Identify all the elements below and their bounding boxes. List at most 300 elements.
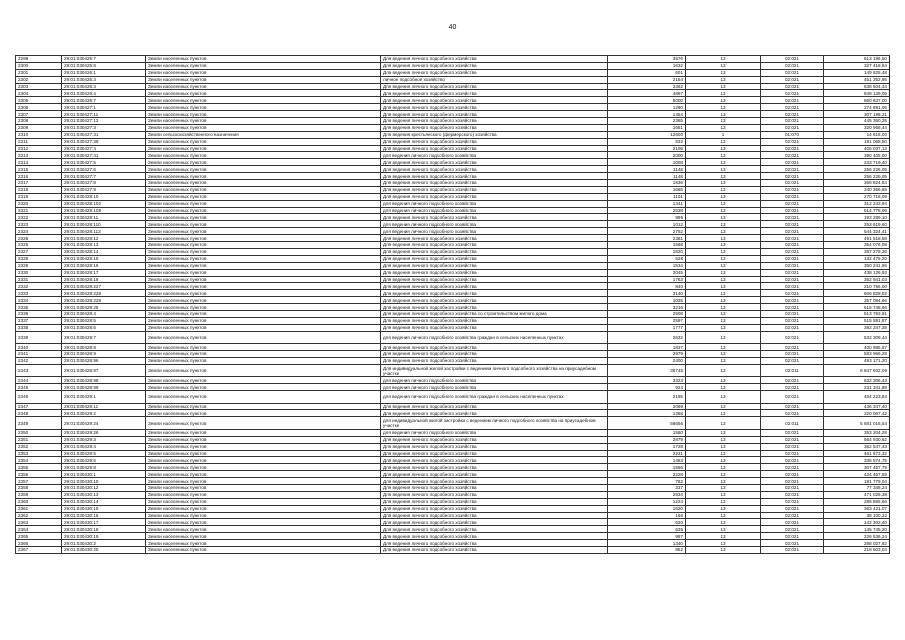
permitted-use-cell: для ведения личного подсобного хозяйства граждан в сельских населенных пунктах bbox=[381, 331, 608, 344]
land-category-cell: Земли населенных пунктов bbox=[146, 391, 381, 404]
permitted-use-cell: Для ведения личного подсобного хозяйства bbox=[381, 324, 608, 331]
row-number-cell: 2302 bbox=[16, 76, 62, 83]
permitted-use-cell: Для ведения личного подсобного хозяйства bbox=[381, 104, 608, 111]
use-code-cell: 02:021 bbox=[761, 443, 824, 450]
area-cell: 2508 bbox=[608, 310, 686, 317]
area-cell: 337 bbox=[608, 484, 686, 491]
table-row bbox=[16, 269, 890, 276]
use-code-cell: 02:021 bbox=[761, 186, 824, 193]
table-row bbox=[16, 200, 890, 207]
land-category-cell: Земли населенных пунктов bbox=[146, 357, 381, 364]
permitted-use-cell: Для ведения личного подсобного хозяйства bbox=[381, 457, 608, 464]
cadastral-number-cell: 29:01:030428:8 bbox=[62, 344, 146, 351]
row-number-cell: 2334 bbox=[16, 297, 62, 304]
use-code-cell: 02:021 bbox=[761, 62, 824, 69]
cadastral-value-cell: 191 068,50 bbox=[824, 138, 890, 145]
use-code-cell: 02:021 bbox=[761, 519, 824, 526]
permitted-use-cell: для ведения личного подсобного хозяйства bbox=[381, 152, 608, 159]
cadastral-number-cell: 29:01:030430:14 bbox=[62, 498, 146, 505]
cadastral-number-cell: 29:01:030427:39 bbox=[62, 138, 146, 145]
cadastral-number-cell: 29:01:030430:2 bbox=[62, 540, 146, 547]
row-number-cell: 2362 bbox=[16, 512, 62, 519]
land-category-cell: Земли населенных пунктов bbox=[146, 457, 381, 464]
zone-group-cell: 13 bbox=[686, 519, 761, 526]
row-number-cell: 2360 bbox=[16, 498, 62, 505]
cadastral-number-cell: 29:01:030427:31 bbox=[62, 131, 146, 138]
use-code-cell: 02:021 bbox=[761, 90, 824, 97]
permitted-use-cell: Для ведения личного подсобного хозяйства bbox=[381, 283, 608, 290]
land-category-cell: Земли населенных пунктов bbox=[146, 111, 381, 118]
table-row bbox=[16, 159, 890, 166]
land-category-cell: Земли населенных пунктов bbox=[146, 200, 381, 207]
cadastral-number-cell: 29:01:030427:12 bbox=[62, 118, 146, 125]
row-number-cell: 2351 bbox=[16, 436, 62, 443]
use-code-cell: 02:021 bbox=[761, 255, 824, 262]
cadastral-number-cell: 29:01:030428:97 bbox=[62, 364, 146, 377]
permitted-use-cell: Для ведения личного подсобного хозяйства bbox=[381, 478, 608, 485]
zone-group-cell: 13 bbox=[686, 214, 761, 221]
area-cell: 1101 bbox=[608, 193, 686, 200]
cadastral-value-cell: 218 503,04 bbox=[824, 547, 890, 554]
use-code-cell: 02:021 bbox=[761, 111, 824, 118]
area-cell: 1763 bbox=[608, 276, 686, 283]
zone-group-cell: 13 bbox=[686, 269, 761, 276]
cadastral-number-cell: 29:01:030428:11 bbox=[62, 214, 146, 221]
use-code-cell: 02:021 bbox=[761, 166, 824, 173]
table-row bbox=[16, 464, 890, 471]
use-code-cell: 02:021 bbox=[761, 276, 824, 283]
area-cell: 2154 bbox=[608, 76, 686, 83]
area-cell: 2231 bbox=[608, 450, 686, 457]
row-number-cell: 2331 bbox=[16, 276, 62, 283]
zone-group-cell: 13 bbox=[686, 547, 761, 554]
area-cell: 1454 bbox=[608, 111, 686, 118]
row-number-cell: 2306 bbox=[16, 104, 62, 111]
land-category-cell: Земли населенных пунктов bbox=[146, 180, 381, 187]
zone-group-cell: 13 bbox=[686, 450, 761, 457]
use-code-cell: 02:021 bbox=[761, 450, 824, 457]
cadastral-value-cell: 38 100,32 bbox=[824, 512, 890, 519]
zone-group-cell: 13 bbox=[686, 351, 761, 358]
table-row bbox=[16, 90, 890, 97]
cadastral-value-cell: 362 547,43 bbox=[824, 443, 890, 450]
row-number-cell: 2347 bbox=[16, 403, 62, 410]
area-cell: 4897 bbox=[608, 90, 686, 97]
cadastral-number-cell: 29:01:030428:16 bbox=[62, 262, 146, 269]
area-cell: 1665 bbox=[608, 186, 686, 193]
cadastral-value-cell: 256 229,05 bbox=[824, 173, 890, 180]
row-number-cell: 2319 bbox=[16, 193, 62, 200]
zone-group-cell: 13 bbox=[686, 429, 761, 436]
table-row bbox=[16, 124, 890, 131]
land-category-cell: Земли населенных пунктов bbox=[146, 214, 381, 221]
land-category-cell: Земли населенных пунктов bbox=[146, 344, 381, 351]
area-cell: 1560 bbox=[608, 429, 686, 436]
land-category-cell: Земли населенных пунктов bbox=[146, 471, 381, 478]
table-row bbox=[16, 97, 890, 104]
area-cell: 3140 bbox=[608, 290, 686, 297]
zone-group-cell: 13 bbox=[686, 56, 761, 63]
zone-group-cell: 13 bbox=[686, 443, 761, 450]
use-code-cell: 02:021 bbox=[761, 173, 824, 180]
land-category-cell: Земли населенных пунктов bbox=[146, 429, 381, 436]
table-row bbox=[16, 450, 890, 457]
cadastral-value-cell: 257 084,66 bbox=[824, 297, 890, 304]
permitted-use-cell: Для ведения личного подсобного хозяйства bbox=[381, 159, 608, 166]
land-category-cell: Земли сельскохозяйственного назначения bbox=[146, 131, 381, 138]
use-code-cell: 02:021 bbox=[761, 228, 824, 235]
zone-group-cell: 13 bbox=[686, 471, 761, 478]
use-code-cell: 02:021 bbox=[761, 457, 824, 464]
cadastral-number-cell: 29:01:030429:4 bbox=[62, 443, 146, 450]
cadastral-value-cell: 613 196,50 bbox=[824, 56, 890, 63]
permitted-use-cell: для ведения личного подсобного хозяйства bbox=[381, 207, 608, 214]
table-row bbox=[16, 417, 890, 430]
cadastral-value-cell: 256 226,05 bbox=[824, 166, 890, 173]
row-number-cell: 2321 bbox=[16, 207, 62, 214]
zone-group-cell: 13 bbox=[686, 377, 761, 384]
use-code-cell: 02:021 bbox=[761, 344, 824, 351]
zone-group-cell: 13 bbox=[686, 297, 761, 304]
area-cell: 1836 bbox=[608, 180, 686, 187]
area-cell: 2105 bbox=[608, 145, 686, 152]
use-code-cell: 02:021 bbox=[761, 391, 824, 404]
permitted-use-cell: Для ведения личного подсобного хозяйства bbox=[381, 242, 608, 249]
land-category-cell: Земли населенных пунктов bbox=[146, 166, 381, 173]
use-code-cell: 02:021 bbox=[761, 533, 824, 540]
land-category-cell: Земли населенных пунктов bbox=[146, 76, 381, 83]
area-cell: 1777 bbox=[608, 324, 686, 331]
cadastral-number-cell: 29:01:030428:7 bbox=[62, 331, 146, 344]
land-category-cell: Земли населенных пунктов bbox=[146, 410, 381, 417]
cadastral-value-cell: 327 418,84 bbox=[824, 62, 890, 69]
cadastral-value-cell: 320 958,44 bbox=[824, 124, 890, 131]
cadastral-value-cell: 354 076,08 bbox=[824, 242, 890, 249]
zone-group-cell: 13 bbox=[686, 255, 761, 262]
table-row bbox=[16, 364, 890, 377]
table-row bbox=[16, 235, 890, 242]
area-cell: 1556 bbox=[608, 464, 686, 471]
area-cell: 620 bbox=[608, 519, 686, 526]
land-category-cell: Земли населенных пунктов bbox=[146, 540, 381, 547]
area-cell: 2597 bbox=[608, 317, 686, 324]
use-code-cell: 02:011 bbox=[761, 364, 824, 377]
zone-group-cell: 13 bbox=[686, 242, 761, 249]
area-cell: 3216 bbox=[608, 304, 686, 311]
cadastral-number-cell: 29:01:030428:6 bbox=[62, 324, 146, 331]
land-category-cell: Земли населенных пунктов bbox=[146, 228, 381, 235]
area-cell: 3576 bbox=[608, 56, 686, 63]
row-number-cell: 2317 bbox=[16, 180, 62, 187]
row-number-cell: 2320 bbox=[16, 200, 62, 207]
area-cell: 2879 bbox=[608, 436, 686, 443]
table-row bbox=[16, 519, 890, 526]
permitted-use-cell: Для ведения личного подсобного хозяйства bbox=[381, 491, 608, 498]
table-row bbox=[16, 228, 890, 235]
table-row bbox=[16, 118, 890, 125]
area-cell: 782 bbox=[608, 478, 686, 485]
zone-group-cell: 13 bbox=[686, 207, 761, 214]
permitted-use-cell: Для ведения крестьянского (фермерского) хозяйства bbox=[381, 131, 608, 138]
permitted-use-cell: Для ведения личного подсобного хозяйства bbox=[381, 304, 608, 311]
row-number-cell: 2336 bbox=[16, 310, 62, 317]
cadastral-value-cell: 515 591,87 bbox=[824, 317, 890, 324]
zone-group-cell: 13 bbox=[686, 228, 761, 235]
cadastral-number-cell: 29:01:030430:20 bbox=[62, 547, 146, 554]
cadastral-value-cell: 253 619,60 bbox=[824, 221, 890, 228]
land-category-cell: Земли населенных пунктов bbox=[146, 512, 381, 519]
cadastral-value-cell: 583 966,28 bbox=[824, 351, 890, 358]
zone-group-cell: 13 bbox=[686, 235, 761, 242]
table-row bbox=[16, 145, 890, 152]
cadastral-number-cell: 29:01:030428:5 bbox=[62, 317, 146, 324]
use-code-cell: 02:021 bbox=[761, 104, 824, 111]
table-row bbox=[16, 471, 890, 478]
cadastral-number-cell: 29:01:030427:4 bbox=[62, 145, 146, 152]
row-number-cell: 2352 bbox=[16, 443, 62, 450]
use-code-cell: 02:021 bbox=[761, 118, 824, 125]
land-category-cell: Земли населенных пунктов bbox=[146, 491, 381, 498]
use-code-cell: 02:021 bbox=[761, 83, 824, 90]
cadastral-value-cell: 514 778,06 bbox=[824, 207, 890, 214]
zone-group-cell: 13 bbox=[686, 97, 761, 104]
row-number-cell: 2361 bbox=[16, 505, 62, 512]
land-category-cell: Земли населенных пунктов bbox=[146, 526, 381, 533]
zone-group-cell: 13 bbox=[686, 391, 761, 404]
area-cell: 36745 bbox=[608, 364, 686, 377]
table-body bbox=[16, 56, 890, 554]
area-cell: 2195 bbox=[608, 391, 686, 404]
cadastral-value-cell: 491 518,56 bbox=[824, 235, 890, 242]
zone-group-cell: 13 bbox=[686, 417, 761, 430]
cadastral-value-cell: 335 574,75 bbox=[824, 457, 890, 464]
row-number-cell: 2300 bbox=[16, 62, 62, 69]
permitted-use-cell: для ведения личного подсобного хозяйства bbox=[381, 377, 608, 384]
row-number-cell: 2355 bbox=[16, 464, 62, 471]
area-cell: 1820 bbox=[608, 248, 686, 255]
use-code-cell: 02:021 bbox=[761, 97, 824, 104]
zone-group-cell: 13 bbox=[686, 457, 761, 464]
table-row bbox=[16, 351, 890, 358]
area-cell: 924 bbox=[608, 384, 686, 391]
permitted-use-cell: Для ведения личного подсобного хозяйства bbox=[381, 410, 608, 417]
use-code-cell: 02:021 bbox=[761, 471, 824, 478]
permitted-use-cell: Для ведения личного подсобного хозяйства bbox=[381, 262, 608, 269]
land-category-cell: Земли населенных пунктов bbox=[146, 519, 381, 526]
cadastral-value-cell: 615 748,66 bbox=[824, 304, 890, 311]
cadastral-value-cell: 320 067,42 bbox=[824, 410, 890, 417]
area-cell: 1651 bbox=[608, 124, 686, 131]
cadastral-value-cell: 606 828,02 bbox=[824, 290, 890, 297]
cadastral-value-cell: 471 026,38 bbox=[824, 491, 890, 498]
table-row bbox=[16, 138, 890, 145]
use-code-cell: 02:021 bbox=[761, 180, 824, 187]
cadastral-number-cell: 29:01:030428:113 bbox=[62, 228, 146, 235]
permitted-use-cell: Для ведения личного подсобного хозяйства bbox=[381, 111, 608, 118]
table-row bbox=[16, 478, 890, 485]
land-category-cell: Земли населенных пунктов bbox=[146, 484, 381, 491]
row-number-cell: 2314 bbox=[16, 159, 62, 166]
use-code-cell: 02:021 bbox=[761, 512, 824, 519]
land-category-cell: Земли населенных пунктов bbox=[146, 403, 381, 410]
table-row bbox=[16, 443, 890, 450]
cadastral-number-cell: 29:01:030427:3 bbox=[62, 124, 146, 131]
cadastral-number-cell: 29:01:030429:24 bbox=[62, 417, 146, 430]
use-code-cell: 02:021 bbox=[761, 193, 824, 200]
cadastral-number-cell: 29:01:030430:13 bbox=[62, 491, 146, 498]
zone-group-cell: 13 bbox=[686, 410, 761, 417]
land-category-cell: Земли населенных пунктов bbox=[146, 324, 381, 331]
cadastral-number-cell: 29:01:030428:18 bbox=[62, 276, 146, 283]
cadastral-number-cell: 29:01:030428:4 bbox=[62, 310, 146, 317]
row-number-cell: 2299 bbox=[16, 56, 62, 63]
use-code-cell: 02:021 bbox=[761, 283, 824, 290]
area-cell: 58656 bbox=[608, 417, 686, 430]
cadastral-value-cell: 564 930,62 bbox=[824, 436, 890, 443]
zone-group-cell: 13 bbox=[686, 200, 761, 207]
row-number-cell: 2318 bbox=[16, 186, 62, 193]
cadastral-value-cell: 307 198,21 bbox=[824, 111, 890, 118]
area-cell: 1341 bbox=[608, 200, 686, 207]
zone-group-cell: 13 bbox=[686, 173, 761, 180]
cadastral-value-cell: 142 302,40 bbox=[824, 519, 890, 526]
land-category-cell: Земли населенных пунктов bbox=[146, 498, 381, 505]
row-number-cell: 2308 bbox=[16, 118, 62, 125]
row-number-cell: 2330 bbox=[16, 269, 62, 276]
cadastral-value-cell: 193 289,10 bbox=[824, 214, 890, 221]
land-category-cell: Земли населенных пунктов bbox=[146, 193, 381, 200]
permitted-use-cell: Для ведения личного подсобного хозяйства bbox=[381, 512, 608, 519]
table-row bbox=[16, 526, 890, 533]
area-cell: 987 bbox=[608, 533, 686, 540]
permitted-use-cell: Для ведения личного подсобного хозяйства bbox=[381, 436, 608, 443]
permitted-use-cell: Для ведения личного подсобного хозяйства bbox=[381, 526, 608, 533]
table-row bbox=[16, 56, 890, 63]
area-cell: 840 bbox=[608, 283, 686, 290]
row-number-cell: 2340 bbox=[16, 344, 62, 351]
row-number-cell: 2363 bbox=[16, 519, 62, 526]
permitted-use-cell: Для ведения личного подсобного хозяйства bbox=[381, 269, 608, 276]
area-cell: 1632 bbox=[608, 62, 686, 69]
use-code-cell: 02:021 bbox=[761, 304, 824, 311]
land-category-cell: Земли населенных пунктов bbox=[146, 262, 381, 269]
land-category-cell: Земли населенных пунктов bbox=[146, 104, 381, 111]
cadastral-value-cell: 406 037,13 bbox=[824, 145, 890, 152]
row-number-cell: 2357 bbox=[16, 478, 62, 485]
row-number-cell: 2335 bbox=[16, 304, 62, 311]
area-cell: 1728 bbox=[608, 443, 686, 450]
table-row bbox=[16, 173, 890, 180]
use-code-cell: 02:021 bbox=[761, 478, 824, 485]
cadastral-value-cell: 340 356,65 bbox=[824, 186, 890, 193]
cadastral-value-cell: 849 139,05 bbox=[824, 90, 890, 97]
zone-group-cell: 13 bbox=[686, 290, 761, 297]
row-number-cell: 2311 bbox=[16, 138, 62, 145]
row-number-cell: 2315 bbox=[16, 166, 62, 173]
cadastral-number-cell: 29:01:030429:26 bbox=[62, 429, 146, 436]
table-row bbox=[16, 505, 890, 512]
cadastral-number-cell: 29:01:030426:4 bbox=[62, 90, 146, 97]
cadastral-value-cell: 363 421,07 bbox=[824, 505, 890, 512]
zone-group-cell: 13 bbox=[686, 331, 761, 344]
cadastral-value-cell: 14 616,00 bbox=[824, 131, 890, 138]
row-number-cell: 2309 bbox=[16, 124, 62, 131]
cadastral-number-cell: 29:01:030430:18 bbox=[62, 526, 146, 533]
zone-group-cell: 13 bbox=[686, 436, 761, 443]
zone-group-cell: 13 bbox=[686, 83, 761, 90]
use-code-cell: 02:021 bbox=[761, 464, 824, 471]
use-code-cell: 02:021 bbox=[761, 214, 824, 221]
permitted-use-cell: Для ведения личного подсобного хозяйства bbox=[381, 484, 608, 491]
row-number-cell: 2329 bbox=[16, 262, 62, 269]
cadastral-number-cell: 29:01:030428:17 bbox=[62, 269, 146, 276]
cadastral-number-cell: 29:01:030430:19 bbox=[62, 533, 146, 540]
use-code-cell: 02:021 bbox=[761, 124, 824, 131]
cadastral-number-cell: 29:01:030429:1 bbox=[62, 391, 146, 404]
row-number-cell: 2343 bbox=[16, 364, 62, 377]
permitted-use-cell: Для индивидуальной жилой застройки с ведением личного подсобного хозяйства на приусадебном участке bbox=[381, 364, 608, 377]
land-category-cell: Земли населенных пунктов bbox=[146, 464, 381, 471]
use-code-cell: 02:021 bbox=[761, 384, 824, 391]
table-row bbox=[16, 512, 890, 519]
cadastral-value-cell: 353 204,28 bbox=[824, 429, 890, 436]
table-row bbox=[16, 131, 890, 138]
area-cell: 2400 bbox=[608, 357, 686, 364]
cadastral-value-cell: 638 604,34 bbox=[824, 83, 890, 90]
zone-group-cell: 13 bbox=[686, 138, 761, 145]
zone-group-cell: 13 bbox=[686, 104, 761, 111]
land-category-cell: Земли населенных пунктов bbox=[146, 83, 381, 90]
table-row bbox=[16, 193, 890, 200]
cadastral-number-cell: 29:01:030426:1 bbox=[62, 69, 146, 76]
row-number-cell: 2332 bbox=[16, 283, 62, 290]
land-category-cell: Земли населенных пунктов bbox=[146, 221, 381, 228]
row-number-cell: 2367 bbox=[16, 547, 62, 554]
land-category-cell: Земли населенных пунктов bbox=[146, 62, 381, 69]
cadastral-value-cell: 181 779,04 bbox=[824, 478, 890, 485]
zone-group-cell: 1 bbox=[686, 131, 761, 138]
zone-group-cell: 13 bbox=[686, 276, 761, 283]
use-code-cell: 02:021 bbox=[761, 357, 824, 364]
permitted-use-cell: Для ведения личного подсобного хозяйства bbox=[381, 69, 608, 76]
row-number-cell: 2342 bbox=[16, 357, 62, 364]
permitted-use-cell: Для ведения личного подсобного хозяйства bbox=[381, 443, 608, 450]
area-cell: 1035 bbox=[608, 297, 686, 304]
area-cell: 2069 bbox=[608, 403, 686, 410]
cadastral-value-cell: 860 637,00 bbox=[824, 97, 890, 104]
cadastral-value-cell: 226 536,24 bbox=[824, 533, 890, 540]
row-number-cell: 2305 bbox=[16, 97, 62, 104]
cadastral-value-cell: 461 673,32 bbox=[824, 450, 890, 457]
permitted-use-cell: Для ведения личного подсобного хозяйства bbox=[381, 97, 608, 104]
table-row bbox=[16, 331, 890, 344]
cadastral-value-cell: 149 825,48 bbox=[824, 69, 890, 76]
cadastral-value-cell: 231 341,88 bbox=[824, 384, 890, 391]
permitted-use-cell: Для ведения личного подсобного хозяйства bbox=[381, 248, 608, 255]
permitted-use-cell: для ведения личного подсобного хозяйства bbox=[381, 384, 608, 391]
land-category-cell: Земли населенных пунктов bbox=[146, 331, 381, 344]
cadastral-number-cell: 29:01:030428:10 bbox=[62, 193, 146, 200]
row-number-cell: 2359 bbox=[16, 491, 62, 498]
table-row bbox=[16, 304, 890, 311]
table-row bbox=[16, 297, 890, 304]
zone-group-cell: 13 bbox=[686, 310, 761, 317]
land-category-cell: Земли населенных пунктов bbox=[146, 310, 381, 317]
use-code-cell: 02:021 bbox=[761, 351, 824, 358]
table-row bbox=[16, 255, 890, 262]
area-cell: 635 bbox=[608, 526, 686, 533]
cadastral-number-cell: 29:01:030428:228 bbox=[62, 290, 146, 297]
